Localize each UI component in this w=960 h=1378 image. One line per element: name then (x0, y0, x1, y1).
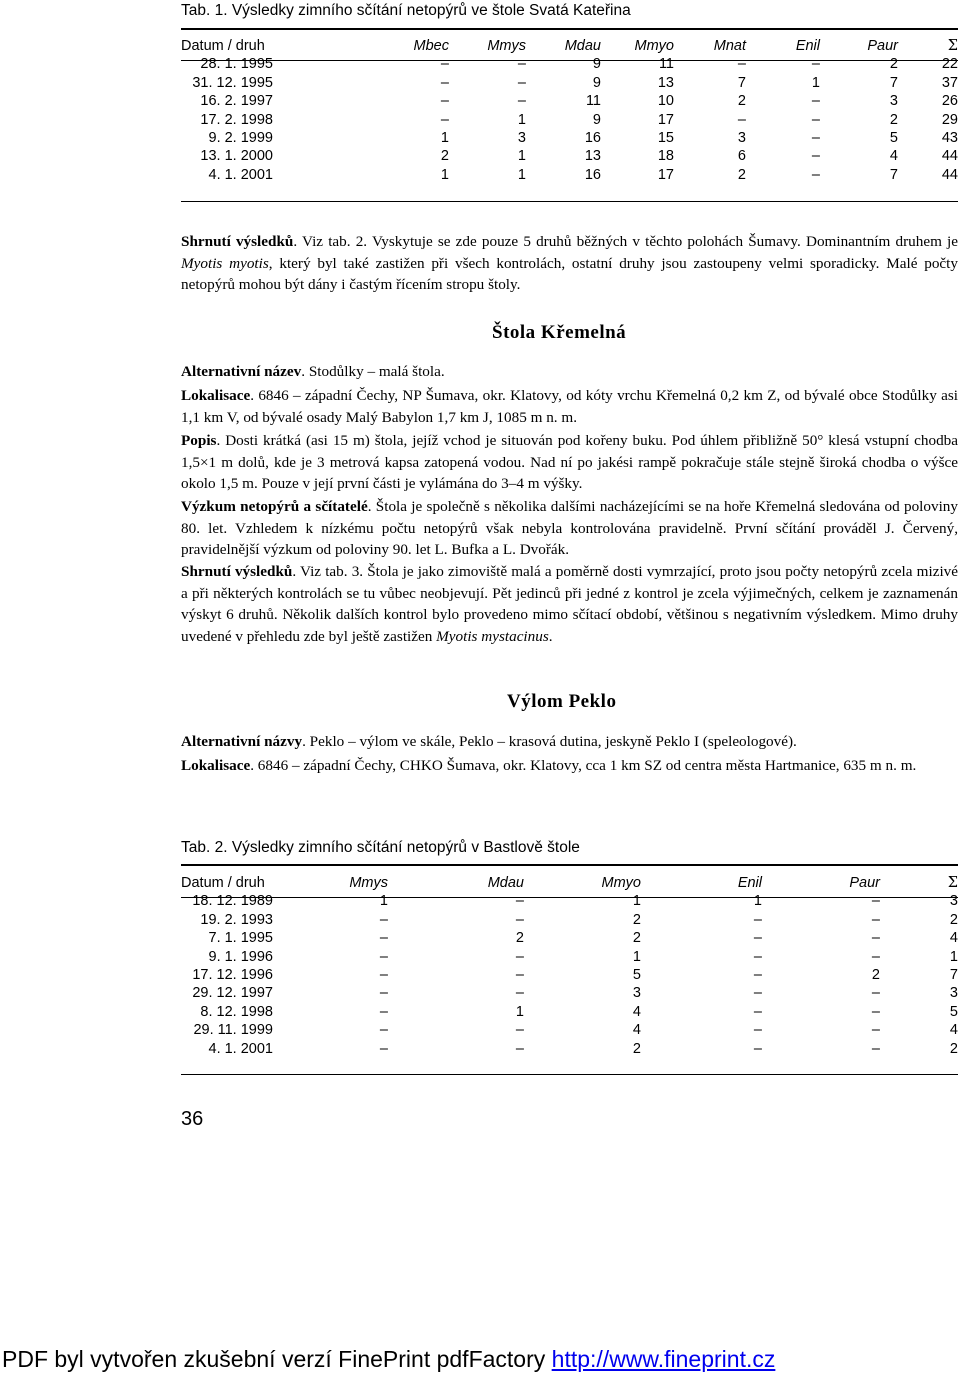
column-header: Paur (867, 38, 898, 54)
count-cell: – (515, 893, 524, 910)
count-cell: 2 (889, 56, 898, 73)
date-cell: 8. 12. 1998 (200, 1003, 273, 1020)
count-cell: 1 (753, 893, 762, 910)
table-row (181, 929, 958, 947)
count-cell: – (871, 930, 880, 947)
count-cell: 4 (949, 1022, 958, 1039)
table-row (181, 166, 958, 184)
table1-header-rule (181, 60, 958, 61)
count-cell: 2 (632, 911, 641, 928)
count-cell: 15 (657, 130, 674, 147)
section-title-stola-kremelna: Štola Křemelná (492, 322, 627, 343)
count-cell: 2 (949, 911, 958, 928)
table-row (181, 92, 958, 110)
table-row (181, 1040, 958, 1058)
count-cell: 26 (941, 93, 958, 110)
count-cell: 2 (737, 93, 746, 110)
column-header: Mmyo (634, 38, 674, 54)
count-cell: 1 (811, 74, 820, 91)
count-cell: – (379, 911, 388, 928)
count-cell: 4 (632, 1003, 641, 1020)
count-cell: 7 (889, 166, 898, 183)
column-header: Σ (947, 875, 958, 891)
count-cell: – (379, 1040, 388, 1057)
count-cell: 1 (440, 166, 449, 183)
date-cell: 17. 2. 1998 (200, 111, 273, 128)
count-cell: 1 (515, 1003, 524, 1020)
count-cell: 1 (440, 130, 449, 147)
count-cell: – (753, 948, 762, 965)
table1-caption: Tab. 1. Výsledky zimního sčítání netopýrů ve štole Svatá Kateřina (181, 2, 631, 19)
count-cell: 3 (517, 130, 526, 147)
count-cell: 7 (737, 74, 746, 91)
column-header: Mdau (564, 38, 601, 54)
count-cell: 7 (949, 967, 958, 984)
count-cell: – (379, 930, 388, 947)
count-cell: 2 (515, 930, 524, 947)
count-cell: – (753, 1040, 762, 1057)
table2-caption: Tab. 2. Výsledky zimního sčítání netopýrů v Bastlově štole (181, 839, 580, 856)
count-cell: 16 (584, 130, 601, 147)
count-cell: 18 (657, 148, 674, 165)
table-row (181, 129, 958, 147)
count-cell: 1 (632, 948, 641, 965)
count-cell: – (379, 1022, 388, 1039)
count-cell: – (515, 911, 524, 928)
count-cell: 17 (657, 111, 674, 128)
column-header: Mdau (487, 875, 524, 891)
table-row (181, 984, 958, 1002)
count-cell: – (811, 166, 820, 183)
date-cell: 28. 1. 1995 (200, 56, 273, 73)
count-cell: 2 (871, 967, 880, 984)
count-cell: – (440, 74, 449, 91)
count-cell: – (515, 948, 524, 965)
column-header: Mmys (349, 875, 388, 891)
date-cell: 4. 1. 2001 (208, 166, 273, 183)
table2-header-rule (181, 897, 958, 898)
count-cell: 4 (949, 930, 958, 947)
count-cell: – (753, 967, 762, 984)
count-cell: – (515, 967, 524, 984)
count-cell: 2 (737, 166, 746, 183)
count-cell: 22 (941, 56, 958, 73)
count-cell: – (515, 1040, 524, 1057)
stola-alt-name: Alternativní název. Stodůlky – malá štola. (181, 363, 445, 380)
count-cell: 11 (658, 56, 674, 73)
count-cell: – (871, 1040, 880, 1057)
count-cell: 4 (632, 1022, 641, 1039)
date-cell: 18. 12. 1989 (192, 893, 273, 910)
count-cell: 1 (379, 893, 388, 910)
table-row (181, 966, 958, 984)
species-name: Myotis mystacinus (436, 628, 549, 646)
date-cell: 19. 2. 1993 (200, 911, 273, 928)
column-header: Enil (795, 38, 820, 54)
column-header: Mbec (413, 38, 449, 54)
count-cell: – (871, 893, 880, 910)
count-cell: 9 (592, 111, 601, 128)
count-cell: – (811, 148, 820, 165)
date-cell: 17. 12. 1996 (192, 967, 273, 984)
count-cell: – (379, 985, 388, 1002)
stola-summary: Shrnutí výsledků. Viz tab. 3. Štola je jako zimoviště malá a poměrně dosti vymrzající, proto jsou počty netopýrů zcela mizivé a při některých kontrolách se tu vůbec neobjevují. Pět jedinců při jedné z kontrol je zcela výjimečných, celkem je zaznamenán výskyt 6 druhů. Několik dalších kontrol bylo provedeno mimo sčítací období, většinou s negativním výsledkem. Mimo druhy uvedené v přehledu zde byl ještě zastižen Myotis mystacinus. (181, 563, 958, 646)
table-row (181, 74, 958, 92)
count-cell: 3 (632, 985, 641, 1002)
date-cell: 4. 1. 2001 (208, 1040, 273, 1057)
count-cell: – (515, 1022, 524, 1039)
column-header: Paur (849, 875, 880, 891)
column-header: Mnat (713, 38, 746, 54)
section-title-vylom-peklo: Výlom Peklo (507, 691, 617, 712)
table-row (181, 911, 958, 929)
count-cell: – (737, 111, 746, 128)
count-cell: 9 (592, 56, 601, 73)
table1-bottom-rule (181, 201, 958, 202)
summary-1-label: Shrnutí výsledků (181, 233, 294, 250)
count-cell: 37 (941, 74, 958, 91)
count-cell: – (753, 985, 762, 1002)
count-cell: 1 (517, 148, 526, 165)
count-cell: 17 (657, 166, 674, 183)
count-cell: 2 (889, 111, 898, 128)
count-cell: 1 (949, 948, 958, 965)
count-cell: – (379, 1003, 388, 1020)
date-cell: 31. 12. 1995 (192, 74, 273, 91)
count-cell: – (811, 56, 820, 73)
table1-top-rule (181, 28, 958, 30)
count-cell: 2 (949, 1040, 958, 1057)
count-cell: 1 (632, 893, 641, 910)
count-cell: 5 (949, 1003, 958, 1020)
count-cell: – (737, 56, 746, 73)
date-cell: 29. 11. 1999 (193, 1022, 273, 1039)
count-cell: – (517, 56, 526, 73)
count-cell: – (515, 985, 524, 1002)
count-cell: 9 (592, 74, 601, 91)
date-cell: 9. 1. 1996 (208, 948, 273, 965)
count-cell: 13 (584, 148, 601, 165)
table-row (181, 948, 958, 966)
date-cell: 16. 2. 1997 (200, 93, 273, 110)
date-cell: 13. 1. 2000 (200, 148, 273, 165)
count-cell: – (379, 967, 388, 984)
count-cell: – (517, 93, 526, 110)
count-cell: – (517, 74, 526, 91)
stola-description: Popis. Dosti krátká (asi 15 m) štola, jejíž vchod je situován pod kořeny buku. Pod úhlem přibližně 50° klesá vstupní chodba 1,5×1 m dolů, kde je 3 metrová kapsa zatopená vodou. Nad ní po jakési rampě pokračuje stále stejně široká chodba o výšce okolo 1,5 m. Pouze v její první části je vylámána do 3–4 m výšky. (181, 432, 958, 493)
table-row (181, 147, 958, 165)
count-cell: 6 (737, 148, 746, 165)
count-cell: – (811, 93, 820, 110)
count-cell: 10 (657, 93, 674, 110)
table-row (181, 1003, 958, 1021)
count-cell: 11 (585, 93, 601, 110)
count-cell: – (753, 1022, 762, 1039)
column-header: Datum / druh (181, 38, 265, 54)
table2-bottom-rule (181, 1074, 958, 1075)
page-number: 36 (181, 1108, 204, 1130)
count-cell: 3 (949, 893, 958, 910)
date-cell: 7. 1. 1995 (208, 930, 273, 947)
vylom-alt-names: Alternativní názvy. Peklo – výlom ve skále, Peklo – krasová dutina, jeskyně Peklo I (speleologové). (181, 733, 797, 750)
count-cell: – (811, 130, 820, 147)
count-cell: 3 (889, 93, 898, 110)
column-header: Σ (947, 38, 958, 54)
table-row (181, 1021, 958, 1039)
count-cell: 2 (440, 148, 449, 165)
table-row (181, 111, 958, 129)
count-cell: 44 (941, 148, 958, 165)
count-cell: 5 (632, 967, 641, 984)
species-name: Myotis myotis (181, 254, 269, 272)
count-cell: 29 (941, 111, 958, 128)
count-cell: 13 (657, 74, 674, 91)
count-cell: 3 (737, 130, 746, 147)
count-cell: 3 (949, 985, 958, 1002)
count-cell: – (753, 1003, 762, 1020)
fineprint-link[interactable]: http://www.fineprint.cz (551, 1346, 776, 1372)
count-cell: 43 (941, 130, 958, 147)
count-cell: – (440, 93, 449, 110)
count-cell: 5 (889, 130, 898, 147)
column-header: Mmys (487, 38, 526, 54)
count-cell: – (811, 111, 820, 128)
table2-top-rule (181, 864, 958, 866)
table-row (181, 55, 958, 73)
count-cell: – (871, 911, 880, 928)
column-header: Enil (737, 875, 762, 891)
count-cell: – (871, 948, 880, 965)
stola-research: Výzkum netopýrů a sčítatelé. Štola je společně s několika dalšími nacházejícími se na hoře Křemelná sledována od poloviny 80. let. Vzhledem k nízkému počtu netopýrů však nebyla kontrolována pravidelně. První sčítání prováděl J. Červený, pravidelnější výzkum od poloviny 90. let L. Bufka a L. Dvořák. (181, 498, 958, 559)
count-cell: – (440, 111, 449, 128)
count-cell: 1 (517, 166, 526, 183)
summary-paragraph-1: Shrnutí výsledků. Viz tab. 2. Vyskytuje se zde pouze 5 druhů běžných v těchto polohách Šumavy. Dominantním druhem je Myotis myotis, který byl také zastižen při všech kontrolách, ostatní druhy jsou zastoupeny velmi sporadicky. Malé počty netopýrů mohou být dány i častým řícením stropu štoly. (181, 233, 958, 294)
vylom-localisation: Lokalisace. 6846 – západní Čechy, CHKO Šumava, okr. Klatovy, cca 1 km SZ od centra města Hartmanice, 635 m n. m. (181, 757, 917, 774)
table-row (181, 892, 958, 910)
date-cell: 9. 2. 1999 (208, 130, 273, 147)
count-cell: 16 (584, 166, 601, 183)
count-cell: 2 (632, 930, 641, 947)
count-cell: 2 (632, 1040, 641, 1057)
count-cell: 7 (889, 74, 898, 91)
count-cell: – (753, 911, 762, 928)
count-cell: 4 (889, 148, 898, 165)
count-cell: – (871, 1003, 880, 1020)
count-cell: – (753, 930, 762, 947)
table2 (181, 874, 958, 1058)
count-cell: – (871, 985, 880, 1002)
pdf-footer: PDF byl vytvořen zkušební verzí FinePrint pdfFactory http://www.fineprint.cz (2, 1346, 776, 1372)
count-cell: – (871, 1022, 880, 1039)
column-header: Mmyo (601, 875, 641, 891)
date-cell: 29. 12. 1997 (192, 985, 273, 1002)
count-cell: 44 (941, 166, 958, 183)
count-cell: 1 (517, 111, 526, 128)
count-cell: – (379, 948, 388, 965)
count-cell: – (440, 56, 449, 73)
column-header: Datum / druh (181, 875, 265, 891)
stola-localisation: Lokalisace. 6846 – západní Čechy, NP Šumava, okr. Klatovy, od kóty vrchu Křemelná 0,2 km Z, od bývalé obce Stodůlky asi 1,1 km V, od bývalé osady Malý Babylon 1,7 km J, 1085 m n. m. (181, 387, 958, 426)
